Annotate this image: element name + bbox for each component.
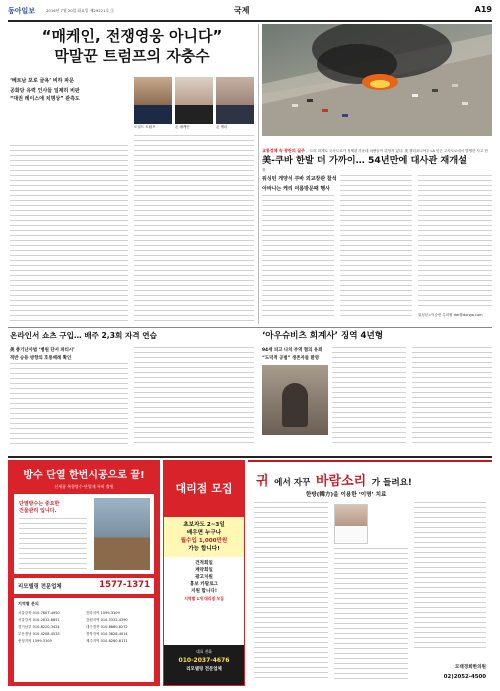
region-item: 경북지역 010-3828-4014 [86, 632, 128, 636]
ad-mid-body-2: 계약회일 [195, 568, 213, 573]
small-body-2 [134, 347, 254, 447]
ad-right-headline-3: 바람소리 [315, 474, 367, 489]
mid-rule [8, 327, 492, 328]
ad-left-tagline: 신제품 복합방수·단열재 특허 출원 [54, 484, 114, 489]
ad-mid-title: 대리점 모집 [164, 461, 244, 517]
ad-left-box-title-1: 단열방수는 중요한 [19, 501, 60, 507]
small-article [10, 331, 254, 451]
ad-mid-body-5: 지원 합니다! [191, 589, 217, 594]
section-title: 국제 [234, 5, 250, 15]
cuba-article [262, 155, 492, 325]
photo-caption-detail: 트럭 화재로 고속도로가 정체된 가운데 차량들이 뒤엉켜 있다. 美 캘리포니아주 LA 인근 고속도로에서 발생한 사고 현장. [262, 149, 488, 172]
region-item: 강원지역 010-3332-4390 [86, 618, 128, 622]
doctor-photo [334, 504, 368, 544]
ad-mid-body-3: 광고지원 [195, 575, 213, 580]
main-headline-2: 막말꾼 트럼프의 자충수 [54, 47, 210, 65]
main-body-right [134, 135, 254, 325]
ad-mid-line-2: 배우면 누구나 [186, 530, 222, 536]
portraits [134, 77, 254, 132]
ad-left-region-list-b [86, 610, 152, 645]
ad-left-photo [94, 498, 150, 570]
column-divider [258, 24, 259, 324]
region-item: 충청지역 1599-3109 [18, 639, 52, 643]
ad-right-headline-4: 가 들려요! [371, 478, 412, 488]
cuba-byline: 워싱턴=이승헌 특파원 ddr@donga.com [418, 313, 483, 317]
auschwitz-headline: ‘아우슈비츠 회계사’ 징역 4년형 [262, 331, 384, 341]
cuba-body-2 [340, 175, 412, 320]
court-photo [262, 365, 328, 435]
portrait-trump [134, 77, 172, 124]
cuba-subhead-2: 아바나는 케리 여름방문때 행사 [262, 186, 331, 192]
caption-mccain: 존 매케인 [175, 125, 190, 129]
ad-mid-contact-label: 대표 전화 [196, 649, 212, 654]
ad-left-box-title-2: 건물관리 입니다. [19, 508, 57, 514]
ad-mid-line-4: 가능 합니다! [188, 546, 220, 552]
region-item: 제주지역 010-8260-8171 [86, 639, 128, 643]
ad-right-body-1 [254, 502, 328, 682]
ad-left-brand: 리모델링 전문업체 [18, 584, 62, 590]
ad-right-phone[interactable]: 02)2052-4500 [443, 674, 486, 680]
ad-mid-line-3: 월수입 1,000만원 [180, 538, 228, 544]
region-item: 서울강북 010-7607-4950 [18, 611, 60, 615]
caption-trump: 도널드 트럼프 [134, 125, 156, 129]
main-body-left [10, 145, 128, 325]
ad-left-phone[interactable]: 1577-1371 [99, 580, 150, 590]
ad-mid-cta: 지역별 1개 대리점 모집 [184, 596, 224, 601]
small-subhead-1: 美 총기난사범 ‘병원 단서 파티시’ [10, 348, 75, 353]
region-item: 서울강서 010-2812-8651 [18, 618, 60, 622]
small-headline: 온라인서 쇼츠 구입… 배주 2,3회 자격 연습 [10, 331, 157, 340]
ad-mid-box [164, 517, 244, 557]
portrait-kerry [216, 77, 254, 124]
cuba-body-1 [262, 195, 334, 320]
newspaper-logo: 동아일보 [8, 6, 36, 15]
ad-right-body-2 [334, 548, 408, 682]
ad-left-headline: 방수 단열 한번시공으로 끝! [23, 470, 145, 481]
main-subheads [10, 77, 128, 103]
ad-left-regions [14, 598, 154, 682]
ad-mid-line-1: 초보자도 2~3일 [183, 522, 225, 528]
ad-left-box-text [19, 518, 87, 570]
ad-right-clinic: 모태경희한의원 [454, 665, 486, 670]
auschwitz-body-1 [332, 347, 406, 447]
header [8, 5, 492, 19]
ad-waterproof [8, 460, 160, 686]
ad-left-regions-title: 지역별 문의 [18, 601, 39, 606]
auschwitz-body-2 [412, 347, 492, 447]
court-photo-figure [282, 383, 308, 427]
ad-mid-body [164, 557, 244, 605]
main-subhead-2: 공화당 유력 인사들 일제히 비판 [10, 88, 80, 94]
ad-tinnitus [248, 460, 492, 686]
ad-right-headline-2: 에서 자꾸 [274, 478, 311, 488]
ad-mid-footer: 리모델링 전문업체 [186, 667, 222, 672]
header-rule [8, 20, 492, 22]
cuba-headline: 美-쿠바 한발 더 가까이… 54년만에 대사관 재개설 [262, 155, 468, 166]
ad-right-subhead: 한방(韓方)을 이용한 ‘이명’ 치료 [306, 492, 387, 498]
portrait-mccain [175, 77, 213, 124]
ad-right-headline-1: 귀 [256, 474, 269, 489]
ad-rule [8, 456, 492, 458]
photo-caption-title: 교통정체 속 광란의 질주 [262, 148, 305, 153]
ad-mid-contact [164, 645, 244, 685]
region-item: 전라지역 1599-3109 [86, 611, 120, 615]
header-date: 2016년 7월 20일 화요일 제29221호 ⓐ [46, 8, 115, 13]
main-headline-1: “매케인, 전쟁영웅 아니다” [41, 27, 223, 45]
small-body-1 [10, 363, 128, 447]
page-number: A19 [474, 5, 492, 14]
ad-agency-recruit [163, 460, 245, 686]
region-item: 경기남부 010-8220-3424 [18, 625, 60, 629]
ad-left-box [14, 494, 154, 574]
ad-mid-phone[interactable]: 010-2037-4676 [178, 657, 230, 664]
auschwitz-subhead-1: 94세 피고 나치 부역 혐의 유죄 [262, 348, 323, 353]
cuba-body-3 [418, 175, 492, 310]
main-article [10, 27, 254, 325]
main-subhead-1: ‘베트남 포로 굴욕’ 비하 파문 [10, 78, 74, 84]
accident-photo [262, 24, 492, 136]
caption-kerry: 존 케리 [216, 125, 228, 129]
region-item: 대구경북 010-8860-8272 [86, 625, 128, 629]
region-item: 부산경남 010-4208-4533 [18, 632, 60, 636]
auschwitz-article [262, 331, 492, 451]
cuba-subhead-1: 워싱턴 게양식 쿠바 외교장관 참석 [262, 176, 337, 182]
ad-mid-body-1: 건적회일 [195, 561, 213, 566]
auschwitz-subhead-2: “도덕적 공범” 생존자들 환영 [262, 356, 320, 361]
ad-left-brand-row [14, 578, 154, 594]
small-subhead-2: 적반 승용 방향의 호통배례 확인 [10, 356, 72, 361]
ad-right-body-3 [414, 502, 486, 652]
ad-left-region-list-a [18, 610, 84, 645]
ad-right-headline [256, 470, 412, 489]
main-subhead-3: “대권 레이스에 치명상” 관측도 [10, 96, 80, 102]
ad-mid-body-4: 홍보 카탈로그 [189, 582, 219, 587]
